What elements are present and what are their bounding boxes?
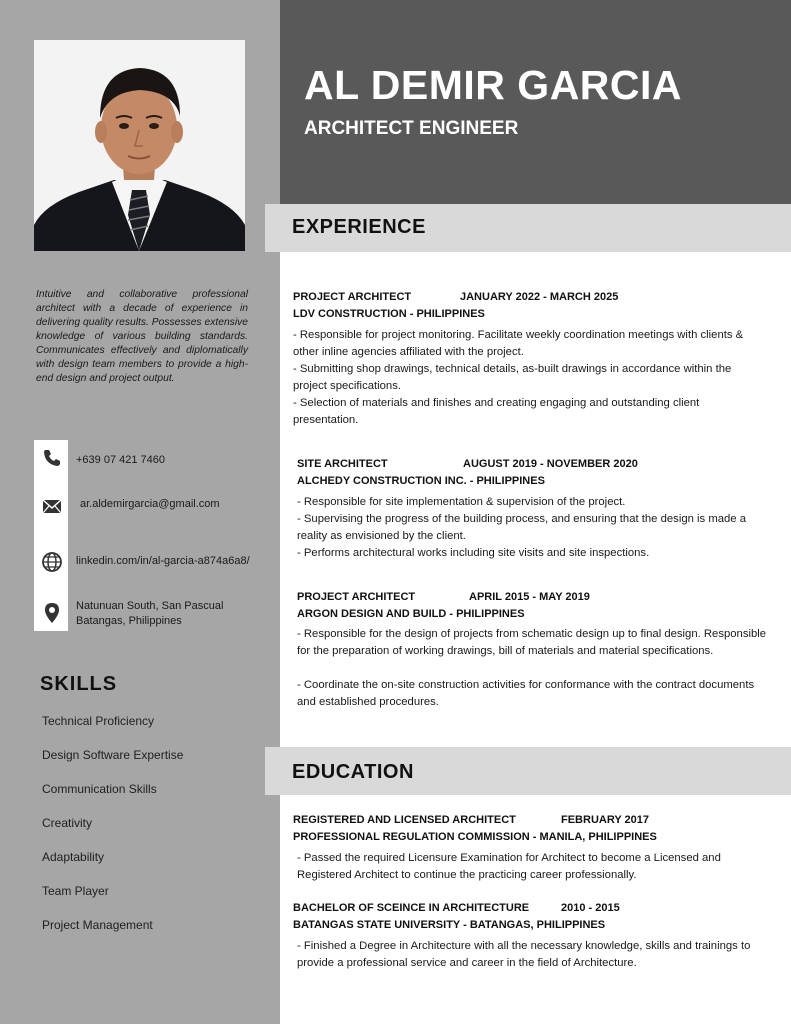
address-line-2: Batangas, Philippines	[76, 615, 182, 627]
education-institution: PROFESSIONAL REGULATION COMMISSION - MANILA, PHILIPPINES	[293, 831, 657, 843]
job-bullet: - Responsible for the design of projects from schematic design up to final design. Responsible for the preparation of working drawings, bill of materials and material specifications.	[297, 628, 767, 657]
job-role: SITE ARCHITECT	[297, 458, 388, 470]
phone-icon	[41, 447, 63, 469]
candidate-name: AL DEMIR GARCIA	[304, 62, 683, 108]
skill-item: Adaptability	[42, 850, 105, 864]
job-dates: JANUARY 2022 - MARCH 2025	[460, 291, 619, 303]
job-bullet: - Submitting shop drawings, technical details, as-built drawings in accordance within the project specifications.	[293, 363, 732, 392]
education-dates: 2010 - 2015	[561, 902, 620, 914]
skill-item: Communication Skills	[42, 782, 157, 796]
education-bullet: - Finished a Degree in Architecture with all the necessary knowledge, skills and trainings to provide a professional service and career in the field of Architecture.	[297, 940, 751, 969]
education-institution: BATANGAS STATE UNIVERSITY - BATANGAS, PHILIPPINES	[293, 919, 606, 931]
job-bullet: - Supervising the progress of the building process, and ensuring that the design is made a reality as envisioned by the client.	[297, 513, 747, 542]
skills-heading: SKILLS	[40, 673, 118, 695]
job-dates: APRIL 2015 - MAY 2019	[469, 591, 590, 603]
envelope-icon	[41, 495, 63, 517]
education-credential: BACHELOR OF SCEINCE IN ARCHITECTURE	[293, 902, 530, 914]
job-bullet: - Responsible for project monitoring. Facilitate weekly coordination meetings with clients & other inline agencies affiliated with the project.	[293, 329, 744, 358]
skill-item: Project Management	[42, 918, 153, 932]
email-address[interactable]: ar.aldemirgarcia@gmail.com	[80, 498, 220, 510]
job-dates: AUGUST 2019 - NOVEMBER 2020	[463, 458, 638, 470]
job-bullet: - Performs architectural works including site visits and site inspections.	[297, 547, 650, 559]
job-bullet: - Selection of materials and finishes and creating engaging and outstanding client presentation.	[293, 397, 700, 426]
address-line-1: Natunuan South, San Pascual	[76, 600, 224, 612]
phone-number[interactable]: +639 07 421 7460	[76, 454, 166, 466]
job-company: ARGON DESIGN AND BUILD - PHILIPPINES	[297, 608, 525, 620]
job-company: ALCHEDY CONSTRUCTION INC. - PHILIPPINES	[297, 475, 545, 487]
profile-photo	[34, 40, 245, 251]
education-credential: REGISTERED AND LICENSED ARCHITECT	[293, 814, 516, 826]
education-dates: FEBRUARY 2017	[561, 814, 650, 826]
linkedin-url[interactable]: linkedin.com/in/al-garcia-a874a6a8/	[76, 555, 250, 567]
skill-item: Design Software Expertise	[42, 748, 184, 762]
job-bullet: - Coordinate the on-site construction activities for conformance with the contract documents and established procedures.	[297, 679, 755, 708]
candidate-title: ARCHITECT ENGINEER	[304, 118, 519, 139]
job-role: PROJECT ARCHITECT	[293, 291, 412, 303]
job-company: LDV CONSTRUCTION - PHILIPPINES	[293, 308, 485, 320]
globe-icon	[41, 551, 63, 573]
education-bullet: - Passed the required Licensure Examination for Architect to become a Licensed and Registered Architect to continue the practicing career professionally.	[297, 852, 721, 881]
address	[76, 599, 223, 629]
skill-item: Creativity	[42, 816, 93, 830]
profile-summary: Intuitive and collaborative professional architect with a decade of experience in delivering quality results. Possesses extensive knowledge of various building standards. Communicates effectively and diplomatically with design team members to provide a high-end design and project output.	[36, 289, 248, 384]
education-heading: EDUCATION	[292, 761, 414, 783]
experience-heading: EXPERIENCE	[292, 216, 426, 238]
location-pin-icon	[41, 602, 63, 624]
skill-item: Team Player	[42, 884, 109, 898]
skill-item: Technical Proficiency	[42, 714, 155, 728]
job-role: PROJECT ARCHITECT	[297, 591, 416, 603]
job-bullet: - Responsible for site implementation & supervision of the project.	[297, 496, 626, 508]
